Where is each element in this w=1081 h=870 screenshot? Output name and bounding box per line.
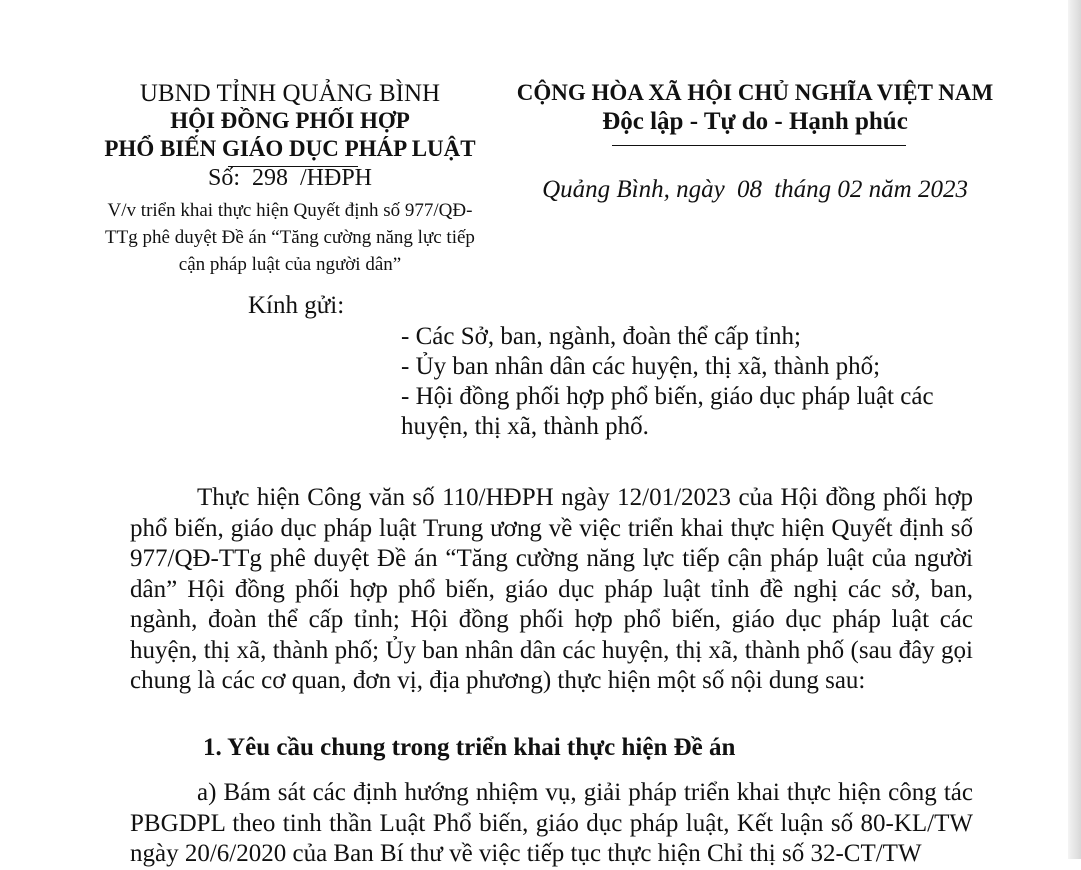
issuing-agency: UBND TỈNH QUẢNG BÌNH (139, 80, 441, 107)
council-name-line2: PHỔ BIẾN GIÁO DỤC PHÁP LUẬT (104, 136, 476, 161)
national-title: CỘNG HÒA XÃ HỘI CHỦ NGHĨA VIỆT NAM (516, 80, 994, 105)
recipient-list (401, 322, 1001, 442)
number-prefix: Số: (207, 165, 240, 191)
date-suffix: tháng 02 năm 2023 (774, 176, 968, 203)
recipient-item: - Ủy ban nhân dân các huyện, thị xã, thành phố; (401, 353, 881, 380)
date-day: 08 (736, 176, 762, 203)
page-edge-shadow (1068, 0, 1081, 859)
national-motto: Độc lập - Tự do - Hạnh phúc (602, 108, 908, 135)
document-subject: V/v triển khai thực hiện Quyết định số 977/QĐ-TTg phê duyệt Đề án “Tăng cường năng lực tiếp cận pháp luật của người dân” (105, 200, 475, 275)
council-name-line1: HỘI ĐỒNG PHỐI HỢP (170, 108, 410, 133)
recipient-item: - Hội đồng phối hợp phổ biến, giáo dục pháp luật các huyện, thị xã, thành phố. (401, 383, 934, 440)
place-date (505, 176, 1005, 204)
paragraph-text: a) Bám sát các định hướng nhiệm vụ, giải pháp triển khai thực hiện công tác PBGDPL theo tinh thần Luật Phổ biến, giáo dục pháp luật, Kết luận số 80-KL/TW ngày 20/6/2020 của Ban Bí thư về việc tiếp tục thực hiện Chỉ thị số 32-CT/TW (130, 779, 973, 867)
document-number (100, 165, 480, 192)
number-suffix: /HĐPH (300, 165, 373, 191)
motto-underline (612, 145, 906, 146)
date-prefix: Quảng Bình, ngày (542, 176, 725, 203)
body-paragraph-1 (130, 483, 973, 697)
body-paragraph-2 (130, 778, 973, 870)
greeting: Kính gửi: (248, 292, 345, 319)
recipient-item: - Các Sở, ban, ngành, đoàn thể cấp tỉnh; (401, 323, 801, 350)
paragraph-text: Thực hiện Công văn số 110/HĐPH ngày 12/01/2023 của Hội đồng phối hợp phổ biến, giáo dục pháp luật Trung ương về việc triển khai thực hiện Quyết định số 977/QĐ-TTg phê duyệt Đề án “Tăng cường năng lực tiếp cận pháp luật của người dân” Hội đồng phối hợp phổ biến, giáo dục pháp luật tỉnh đề nghị các sở, ban, ngành, đoàn thể cấp tỉnh; Hội đồng phối hợp phổ biến, giáo dục pháp luật các huyện, thị xã, thành phố; Ủy ban nhân dân các huyện, thị xã, thành phố (sau đây gọi chung là các cơ quan, đơn vị, địa phương) thực hiện một số nội dung sau: (130, 484, 973, 694)
number-value: 298 (252, 165, 288, 191)
section-heading: 1. Yêu cầu chung trong triển khai thực hiện Đề án (203, 734, 736, 761)
